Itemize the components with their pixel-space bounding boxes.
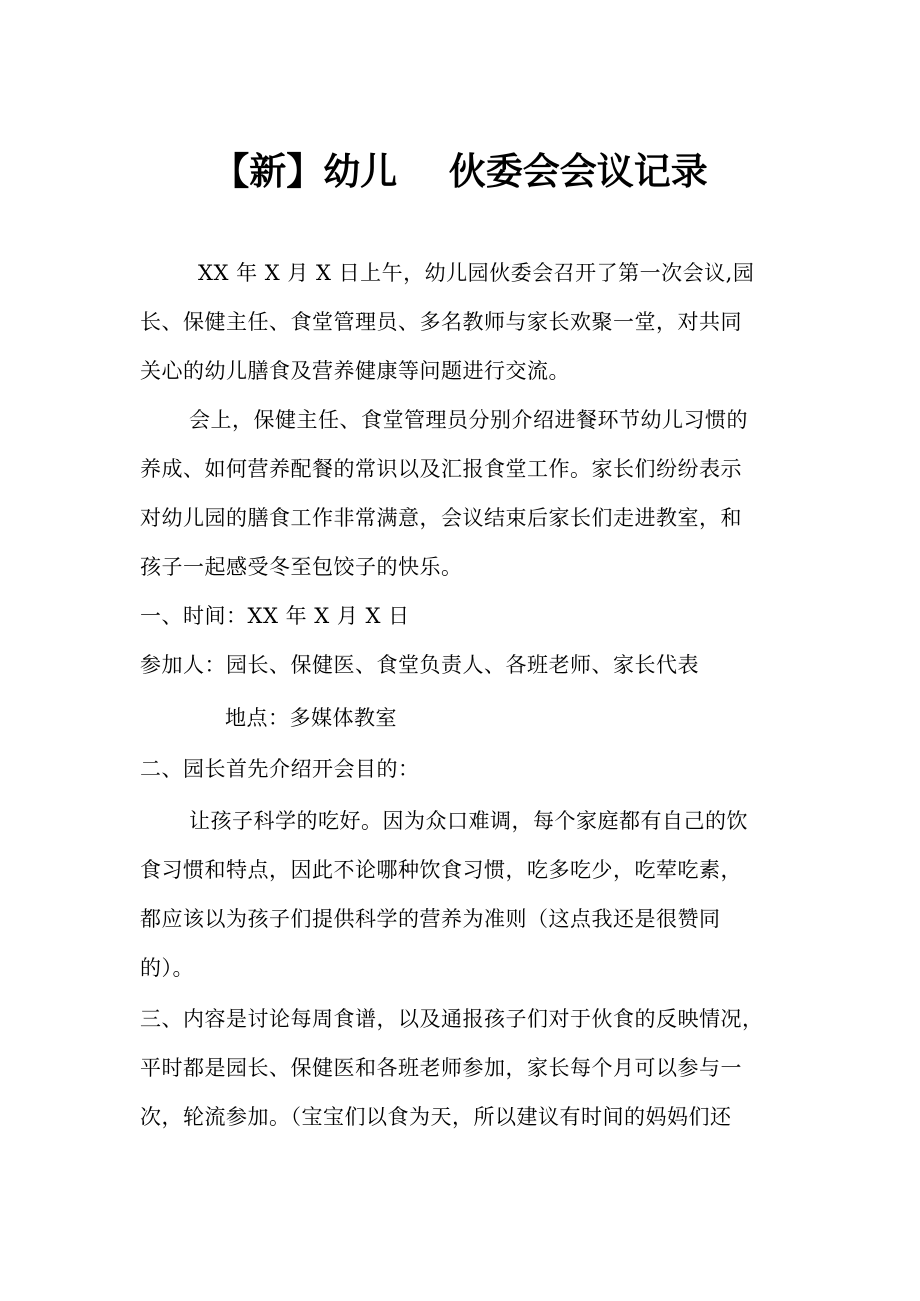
section-3-line-1: 三、内容是讨论每周食谱，以及通报孩子们对于伙食的反映情况， xyxy=(140,1007,764,1031)
section-3-line-2: 平时都是园长、保健医和各班老师参加，家长每个月可以参与一 xyxy=(140,1056,742,1080)
meeting-time: 一、时间：XX 年 X 月 X 日 xyxy=(140,604,410,628)
paragraph-1-line-1: XX 年 X 月 X 日上午，幼儿园伙委会召开了第一次会议,园 xyxy=(198,261,755,285)
section-2-line-3: 都应该以为孩子们提供科学的营养为准则（这点我还是很赞同 xyxy=(140,907,721,931)
section-2-line-2: 食习惯和特点，因此不论哪种饮食习惯，吃多吃少，吃荤吃素， xyxy=(140,858,742,882)
paragraph-2-line-3: 对幼儿园的膳食工作非常满意，会议结束后家长们走进教室，和 xyxy=(140,506,742,530)
section-2-line-4: 的）。 xyxy=(140,956,194,980)
paragraph-2-line-1: 会上，保健主任、食堂管理员分别介绍进餐环节幼儿习惯的 xyxy=(189,408,748,432)
meeting-location: 地点：多媒体教室 xyxy=(225,706,397,730)
paragraph-2-line-4: 孩子一起感受冬至包饺子的快乐。 xyxy=(140,555,463,579)
paragraph-2-line-2: 养成、如何营养配餐的常识以及汇报食堂工作。家长们纷纷表示 xyxy=(140,457,742,481)
meeting-attendees: 参加人：园长、保健医、食堂负责人、各班老师、家长代表 xyxy=(140,653,699,677)
document-title: 【新】幼儿 伙委会会议记录 xyxy=(212,150,708,193)
section-2-line-1: 让孩子科学的吃好。因为众口难调，每个家庭都有自己的饮 xyxy=(189,809,748,833)
paragraph-1-line-3: 关心的幼儿膳食及营养健康等问题进行交流。 xyxy=(140,359,570,383)
paragraph-1-line-2: 长、保健主任、食堂管理员、多名教师与家长欢聚一堂，对共同 xyxy=(140,310,742,334)
section-2-heading: 二、园长首先介绍开会目的： xyxy=(140,757,420,781)
section-3-line-3: 次，轮流参加。（宝宝们以食为天，所以建议有时间的妈妈们还 xyxy=(140,1105,732,1129)
